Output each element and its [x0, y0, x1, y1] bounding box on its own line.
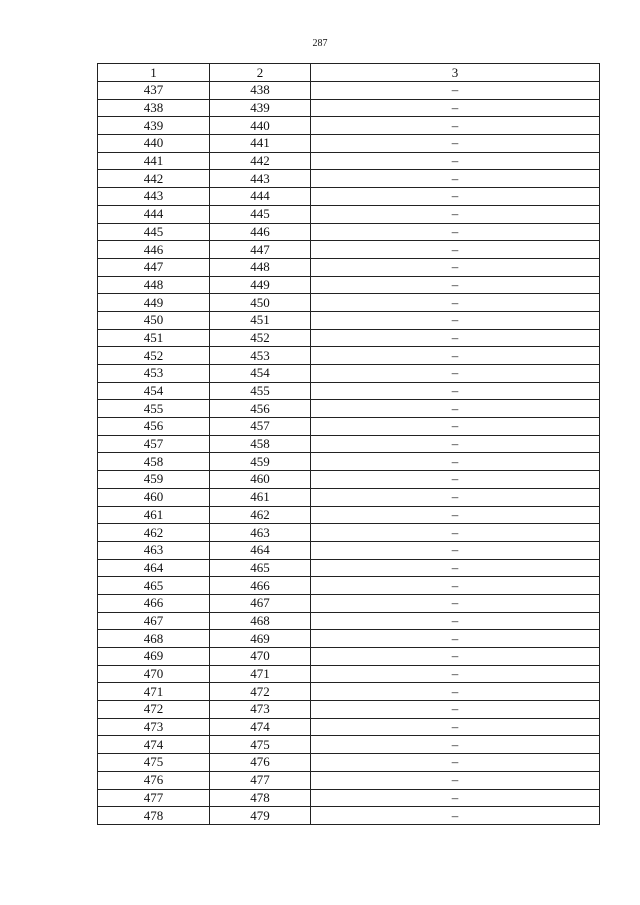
table-cell-col-2: 466 — [210, 577, 311, 595]
table-cell-col-3: – — [311, 701, 600, 719]
table-cell-col-2: 478 — [210, 789, 311, 807]
table-cell-col-2: 469 — [210, 630, 311, 648]
table-row — [98, 524, 600, 542]
table-cell-col-1: 441 — [98, 152, 210, 170]
table-cell-col-3: – — [311, 152, 600, 170]
table-cell-col-2: 445 — [210, 205, 311, 223]
table-cell-col-1: 440 — [98, 135, 210, 153]
table-cell-col-3: – — [311, 648, 600, 666]
table-cell-col-2: 459 — [210, 453, 311, 471]
table-cell-col-3: – — [311, 541, 600, 559]
table-cell-col-3: – — [311, 117, 600, 135]
table-cell-col-1: 452 — [98, 347, 210, 365]
table-cell-col-2: 457 — [210, 418, 311, 436]
table-cell-col-1: 477 — [98, 789, 210, 807]
table-cell-col-2: 460 — [210, 471, 311, 489]
table-row — [98, 241, 600, 259]
table-cell-col-2: 474 — [210, 718, 311, 736]
table-row — [98, 754, 600, 772]
table-cell-col-3: – — [311, 188, 600, 206]
table-row — [98, 648, 600, 666]
table-row — [98, 294, 600, 312]
table-row — [98, 99, 600, 117]
table-row — [98, 789, 600, 807]
table-row — [98, 577, 600, 595]
table-cell-col-2: 468 — [210, 612, 311, 630]
header-row — [98, 64, 600, 82]
table-cell-col-2: 467 — [210, 594, 311, 612]
table-row — [98, 701, 600, 719]
table-cell-col-2: 470 — [210, 648, 311, 666]
table-cell-col-2: 443 — [210, 170, 311, 188]
table-cell-col-2: 454 — [210, 365, 311, 383]
table-cell-col-1: 478 — [98, 807, 210, 825]
table-cell-col-3: – — [311, 382, 600, 400]
table-cell-col-2: 471 — [210, 665, 311, 683]
table-cell-col-1: 473 — [98, 718, 210, 736]
table-cell-col-1: 474 — [98, 736, 210, 754]
table-row — [98, 82, 600, 100]
table-row — [98, 435, 600, 453]
table-row — [98, 807, 600, 825]
table-header — [98, 64, 600, 82]
table-row — [98, 559, 600, 577]
table-cell-col-2: 465 — [210, 559, 311, 577]
table-cell-col-2: 442 — [210, 152, 311, 170]
table-cell-col-3: – — [311, 665, 600, 683]
table-cell-col-2: 461 — [210, 488, 311, 506]
table-cell-col-2: 462 — [210, 506, 311, 524]
table-cell-col-3: – — [311, 471, 600, 489]
table-cell-col-3: – — [311, 170, 600, 188]
table-row — [98, 223, 600, 241]
table-cell-col-1: 461 — [98, 506, 210, 524]
table-cell-col-3: – — [311, 223, 600, 241]
table-cell-col-1: 468 — [98, 630, 210, 648]
table-row — [98, 471, 600, 489]
table-cell-col-2: 475 — [210, 736, 311, 754]
table-cell-col-1: 439 — [98, 117, 210, 135]
table-cell-col-1: 475 — [98, 754, 210, 772]
table-cell-col-2: 453 — [210, 347, 311, 365]
table-cell-col-2: 441 — [210, 135, 311, 153]
table-cell-col-2: 446 — [210, 223, 311, 241]
column-header-1: 1 — [98, 64, 210, 82]
table-row — [98, 718, 600, 736]
table-cell-col-3: – — [311, 736, 600, 754]
table-cell-col-3: – — [311, 718, 600, 736]
table-row — [98, 276, 600, 294]
table-cell-col-2: 477 — [210, 771, 311, 789]
table-cell-col-2: 458 — [210, 435, 311, 453]
table-cell-col-3: – — [311, 506, 600, 524]
table-cell-col-1: 451 — [98, 329, 210, 347]
table-cell-col-2: 440 — [210, 117, 311, 135]
table-cell-col-1: 460 — [98, 488, 210, 506]
table-row — [98, 594, 600, 612]
table-row — [98, 453, 600, 471]
table-cell-col-3: – — [311, 99, 600, 117]
table-cell-col-1: 466 — [98, 594, 210, 612]
table-cell-col-3: – — [311, 488, 600, 506]
table-cell-col-3: – — [311, 524, 600, 542]
table-cell-col-2: 451 — [210, 311, 311, 329]
table-cell-col-2: 452 — [210, 329, 311, 347]
table-cell-col-1: 447 — [98, 258, 210, 276]
table-row — [98, 311, 600, 329]
table-cell-col-2: 464 — [210, 541, 311, 559]
table-cell-col-2: 439 — [210, 99, 311, 117]
table-cell-col-2: 447 — [210, 241, 311, 259]
table-row — [98, 382, 600, 400]
table-row — [98, 117, 600, 135]
table-cell-col-3: – — [311, 135, 600, 153]
table-cell-col-1: 463 — [98, 541, 210, 559]
table-cell-col-2: 455 — [210, 382, 311, 400]
column-header-3: 3 — [311, 64, 600, 82]
table-cell-col-3: – — [311, 771, 600, 789]
table-cell-col-1: 472 — [98, 701, 210, 719]
table-row — [98, 612, 600, 630]
table-row — [98, 152, 600, 170]
table-body — [98, 82, 600, 825]
table-row — [98, 488, 600, 506]
table-cell-col-1: 476 — [98, 771, 210, 789]
table-cell-col-1: 465 — [98, 577, 210, 595]
table-cell-col-1: 453 — [98, 365, 210, 383]
table-row — [98, 400, 600, 418]
table-cell-col-3: – — [311, 435, 600, 453]
table-row — [98, 736, 600, 754]
table-cell-col-1: 471 — [98, 683, 210, 701]
table-cell-col-3: – — [311, 205, 600, 223]
table-cell-col-1: 458 — [98, 453, 210, 471]
column-header-2: 2 — [210, 64, 311, 82]
table-cell-col-3: – — [311, 612, 600, 630]
table-cell-col-1: 446 — [98, 241, 210, 259]
table-cell-col-3: – — [311, 683, 600, 701]
table-cell-col-1: 459 — [98, 471, 210, 489]
table-cell-col-3: – — [311, 311, 600, 329]
table-row — [98, 258, 600, 276]
table-cell-col-1: 455 — [98, 400, 210, 418]
table-row — [98, 205, 600, 223]
table-cell-col-1: 450 — [98, 311, 210, 329]
page-number: 287 — [312, 38, 328, 49]
table-cell-col-2: 438 — [210, 82, 311, 100]
table-cell-col-1: 464 — [98, 559, 210, 577]
table-row — [98, 329, 600, 347]
table-cell-col-1: 467 — [98, 612, 210, 630]
table-cell-col-2: 472 — [210, 683, 311, 701]
table-row — [98, 665, 600, 683]
table-cell-col-3: – — [311, 365, 600, 383]
table-cell-col-2: 448 — [210, 258, 311, 276]
table-cell-col-2: 450 — [210, 294, 311, 312]
table-cell-col-3: – — [311, 294, 600, 312]
table-cell-col-3: – — [311, 258, 600, 276]
table-cell-col-1: 438 — [98, 99, 210, 117]
table-row — [98, 541, 600, 559]
table-cell-col-1: 448 — [98, 276, 210, 294]
table-cell-col-1: 437 — [98, 82, 210, 100]
table-cell-col-1: 462 — [98, 524, 210, 542]
table-row — [98, 630, 600, 648]
table-cell-col-1: 445 — [98, 223, 210, 241]
table-cell-col-3: – — [311, 577, 600, 595]
table-cell-col-3: – — [311, 241, 600, 259]
table-cell-col-1: 457 — [98, 435, 210, 453]
table-cell-col-1: 470 — [98, 665, 210, 683]
table-cell-col-3: – — [311, 559, 600, 577]
table-row — [98, 135, 600, 153]
table-cell-col-2: 449 — [210, 276, 311, 294]
table-cell-col-2: 444 — [210, 188, 311, 206]
table-cell-col-3: – — [311, 453, 600, 471]
table-cell-col-3: – — [311, 754, 600, 772]
table-cell-col-2: 456 — [210, 400, 311, 418]
table-cell-col-2: 463 — [210, 524, 311, 542]
table-cell-col-3: – — [311, 807, 600, 825]
table-cell-col-3: – — [311, 418, 600, 436]
table-cell-col-3: – — [311, 789, 600, 807]
table-row — [98, 683, 600, 701]
table-row — [98, 347, 600, 365]
table-cell-col-3: – — [311, 400, 600, 418]
table-cell-col-1: 449 — [98, 294, 210, 312]
table-row — [98, 506, 600, 524]
table-cell-col-1: 454 — [98, 382, 210, 400]
table-cell-col-2: 476 — [210, 754, 311, 772]
table-row — [98, 418, 600, 436]
table-cell-col-3: – — [311, 82, 600, 100]
data-table — [97, 63, 600, 825]
table-cell-col-1: 444 — [98, 205, 210, 223]
table-cell-col-3: – — [311, 594, 600, 612]
table-row — [98, 771, 600, 789]
table-cell-col-2: 473 — [210, 701, 311, 719]
table-cell-col-1: 469 — [98, 648, 210, 666]
table-cell-col-2: 479 — [210, 807, 311, 825]
table-cell-col-1: 456 — [98, 418, 210, 436]
table-row — [98, 188, 600, 206]
table-cell-col-3: – — [311, 276, 600, 294]
table-cell-col-1: 442 — [98, 170, 210, 188]
table-cell-col-3: – — [311, 630, 600, 648]
table-row — [98, 365, 600, 383]
table-cell-col-3: – — [311, 347, 600, 365]
table-row — [98, 170, 600, 188]
table-cell-col-1: 443 — [98, 188, 210, 206]
table-cell-col-3: – — [311, 329, 600, 347]
